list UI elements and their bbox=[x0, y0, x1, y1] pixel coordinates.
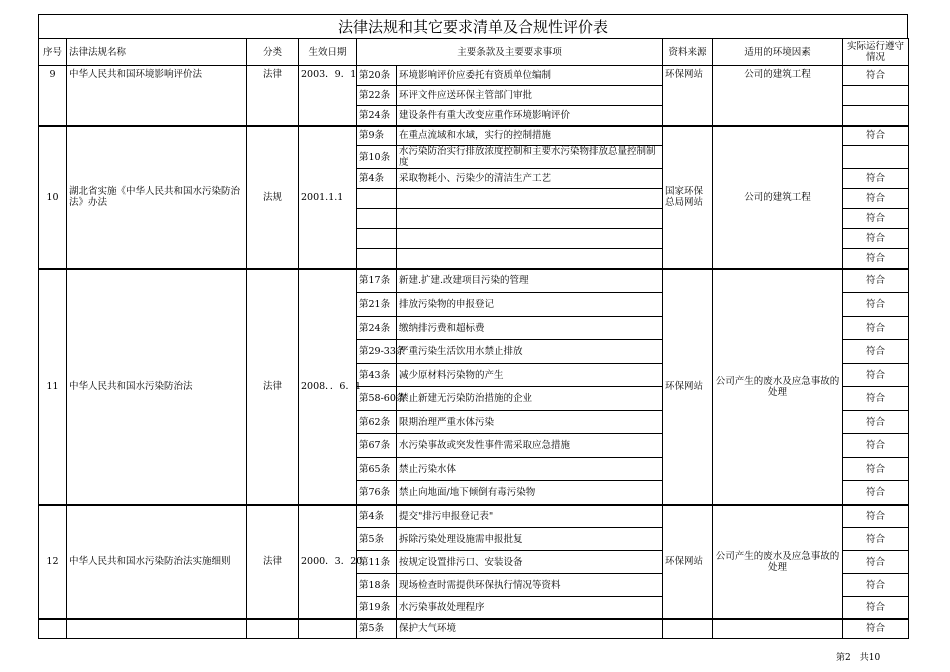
cell-compliance: 符合 bbox=[843, 458, 909, 481]
cell-clause-number: 第19条 bbox=[357, 597, 397, 619]
cell-clause-text: 建设条件有重大改变应重作环境影响评价 bbox=[397, 106, 663, 126]
header-compliance: 实际运行遵守情况 bbox=[843, 39, 909, 66]
cell-clause-number bbox=[357, 229, 397, 249]
regulation-sheet bbox=[38, 14, 908, 639]
cell-compliance bbox=[843, 106, 909, 126]
cell-clause-number: 第24条 bbox=[357, 317, 397, 340]
cell-clause-number: 第5条 bbox=[357, 619, 397, 639]
cell-clause-number: 第5条 bbox=[357, 528, 397, 551]
cell-clause-number: 第11条 bbox=[357, 551, 397, 574]
cell-clause-number: 第62条 bbox=[357, 411, 397, 434]
cell-clause-number: 第17条 bbox=[357, 269, 397, 293]
table-row bbox=[39, 505, 909, 528]
cell-category: 法律 bbox=[247, 505, 299, 619]
cell-clause-text: 拆除污染处理设施需申报批复 bbox=[397, 528, 663, 551]
cell-seq: 11 bbox=[39, 269, 67, 505]
cell-date bbox=[299, 619, 357, 639]
cell-compliance: 符合 bbox=[843, 619, 909, 639]
cell-compliance: 符合 bbox=[843, 551, 909, 574]
cell-clause-text: 采取物耗小、污染少的清洁生产工艺 bbox=[397, 169, 663, 189]
cell-compliance bbox=[843, 146, 909, 169]
cell-compliance: 符合 bbox=[843, 249, 909, 269]
header-env-factor: 适用的环境因素 bbox=[713, 39, 843, 66]
cell-clause-text: 禁止向地面/地下倾倒有毒污染物 bbox=[397, 481, 663, 505]
cell-clause-number: 第4条 bbox=[357, 169, 397, 189]
sheet-title: 法律法规和其它要求清单及合规性评价表 bbox=[38, 14, 908, 38]
cell-compliance: 符合 bbox=[843, 209, 909, 229]
cell-compliance: 符合 bbox=[843, 317, 909, 340]
cell-clause-number bbox=[357, 249, 397, 269]
cell-clause-number: 第58-60条 bbox=[357, 387, 397, 411]
cell-seq: 12 bbox=[39, 505, 67, 619]
cell-clause-text bbox=[397, 229, 663, 249]
cell-clause-text: 保护大气环境 bbox=[397, 619, 663, 639]
header-effective-date: 生效日期 bbox=[299, 39, 357, 66]
table-row bbox=[39, 66, 909, 86]
cell-name bbox=[67, 619, 247, 639]
cell-clause-text: 限期治理严重水体污染 bbox=[397, 411, 663, 434]
cell-clause-text: 缴纳排污费和超标费 bbox=[397, 317, 663, 340]
header-category: 分类 bbox=[247, 39, 299, 66]
cell-source: 国家环保总局网站 bbox=[663, 126, 713, 269]
page-number: 第2 共10 bbox=[836, 653, 881, 663]
cell-env-factor: 公司的建筑工程 bbox=[713, 66, 843, 126]
cell-clause-text bbox=[397, 249, 663, 269]
cell-source: 环保网站 bbox=[663, 505, 713, 619]
cell-clause-number: 第22条 bbox=[357, 86, 397, 106]
cell-date: 2003．9．1 bbox=[299, 66, 357, 126]
cell-env-factor bbox=[713, 619, 843, 639]
cell-clause-text: 提交"排污申报登记表" bbox=[397, 505, 663, 528]
cell-category: 法规 bbox=[247, 126, 299, 269]
header-name: 法律法规名称 bbox=[67, 39, 247, 66]
cell-clause-number bbox=[357, 189, 397, 209]
cell-date: 2000．3．20 bbox=[299, 505, 357, 619]
cell-clause-number: 第76条 bbox=[357, 481, 397, 505]
cell-source: 环保网站 bbox=[663, 66, 713, 126]
cell-clause-text: 按规定设置排污口、安装设备 bbox=[397, 551, 663, 574]
cell-date: 2008．．6．1 bbox=[299, 269, 357, 505]
cell-clause-number: 第24条 bbox=[357, 106, 397, 126]
cell-source: 环保网站 bbox=[663, 269, 713, 505]
cell-clause-number: 第29-33条 bbox=[357, 340, 397, 364]
cell-category: 法律 bbox=[247, 269, 299, 505]
cell-compliance bbox=[843, 86, 909, 106]
cell-clause-text: 新建.扩建.改建项目污染的管理 bbox=[397, 269, 663, 293]
regulation-table bbox=[38, 38, 909, 639]
table-row bbox=[39, 269, 909, 293]
cell-compliance: 符合 bbox=[843, 189, 909, 209]
cell-clause-text: 水污染事故处理程序 bbox=[397, 597, 663, 619]
cell-clause-number: 第18条 bbox=[357, 574, 397, 597]
cell-name: 中华人民共和国环境影响评价法 bbox=[67, 66, 247, 126]
cell-compliance: 符合 bbox=[843, 169, 909, 189]
cell-compliance: 符合 bbox=[843, 66, 909, 86]
cell-compliance: 符合 bbox=[843, 481, 909, 505]
cell-compliance: 符合 bbox=[843, 505, 909, 528]
cell-compliance: 符合 bbox=[843, 293, 909, 317]
cell-seq bbox=[39, 619, 67, 639]
cell-clause-number: 第43条 bbox=[357, 364, 397, 387]
cell-clause-text: 现场检查时需提供环保执行情况等资料 bbox=[397, 574, 663, 597]
cell-clause-text: 排放污染物的申报登记 bbox=[397, 293, 663, 317]
cell-compliance: 符合 bbox=[843, 364, 909, 387]
cell-clause-text: 禁止污染水体 bbox=[397, 458, 663, 481]
cell-compliance: 符合 bbox=[843, 229, 909, 249]
cell-compliance: 符合 bbox=[843, 340, 909, 364]
header-source: 资料来源 bbox=[663, 39, 713, 66]
table-row bbox=[39, 619, 909, 639]
cell-compliance: 符合 bbox=[843, 126, 909, 146]
cell-compliance: 符合 bbox=[843, 597, 909, 619]
cell-name: 湖北省实施《中华人民共和国水污染防治法》办法 bbox=[67, 126, 247, 269]
table-row bbox=[39, 126, 909, 146]
table-body bbox=[39, 66, 909, 639]
cell-clause-text: 水污染防治实行排放浓度控制和主要水污染物排放总量控制制度 bbox=[397, 146, 663, 169]
cell-clause-number: 第21条 bbox=[357, 293, 397, 317]
cell-date: 2001.1.1 bbox=[299, 126, 357, 269]
cell-clause-number: 第10条 bbox=[357, 146, 397, 169]
cell-compliance: 符合 bbox=[843, 269, 909, 293]
cell-clause-text: 禁止新建无污染防治措施的企业 bbox=[397, 387, 663, 411]
cell-clause-text: 环境影响评价应委托有资质单位编制 bbox=[397, 66, 663, 86]
cell-clause-text: 严重污染生活饮用水禁止排放 bbox=[397, 340, 663, 364]
cell-compliance: 符合 bbox=[843, 574, 909, 597]
cell-clause-text: 减少原材料污染物的产生 bbox=[397, 364, 663, 387]
cell-env-factor: 公司产生的废水及应急事故的处理 bbox=[713, 269, 843, 505]
page-footer bbox=[0, 650, 950, 664]
header-seq: 序号 bbox=[39, 39, 67, 66]
cell-clause-number bbox=[357, 209, 397, 229]
cell-clause-text: 在重点流域和水域，实行的控制措施 bbox=[397, 126, 663, 146]
header-row bbox=[39, 39, 909, 66]
cell-source bbox=[663, 619, 713, 639]
cell-clause-number: 第65条 bbox=[357, 458, 397, 481]
cell-env-factor: 公司的建筑工程 bbox=[713, 126, 843, 269]
cell-compliance: 符合 bbox=[843, 434, 909, 458]
cell-compliance: 符合 bbox=[843, 411, 909, 434]
cell-clause-number: 第67条 bbox=[357, 434, 397, 458]
header-clauses: 主要条款及主要要求事项 bbox=[357, 39, 663, 66]
cell-clause-number: 第20条 bbox=[357, 66, 397, 86]
cell-compliance: 符合 bbox=[843, 387, 909, 411]
cell-clause-number: 第9条 bbox=[357, 126, 397, 146]
cell-env-factor: 公司产生的废水及应急事故的处理 bbox=[713, 505, 843, 619]
cell-compliance: 符合 bbox=[843, 528, 909, 551]
cell-clause-text bbox=[397, 209, 663, 229]
cell-seq: 9 bbox=[39, 66, 67, 126]
cell-category bbox=[247, 619, 299, 639]
cell-clause-text: 环评文件应送环保主管部门审批 bbox=[397, 86, 663, 106]
cell-category: 法律 bbox=[247, 66, 299, 126]
cell-name: 中华人民共和国水污染防治法实施细则 bbox=[67, 505, 247, 619]
cell-seq: 10 bbox=[39, 126, 67, 269]
cell-name: 中华人民共和国水污染防治法 bbox=[67, 269, 247, 505]
cell-clause-number: 第4条 bbox=[357, 505, 397, 528]
cell-clause-text: 水污染事故或突发性事件需采取应急措施 bbox=[397, 434, 663, 458]
cell-clause-text bbox=[397, 189, 663, 209]
